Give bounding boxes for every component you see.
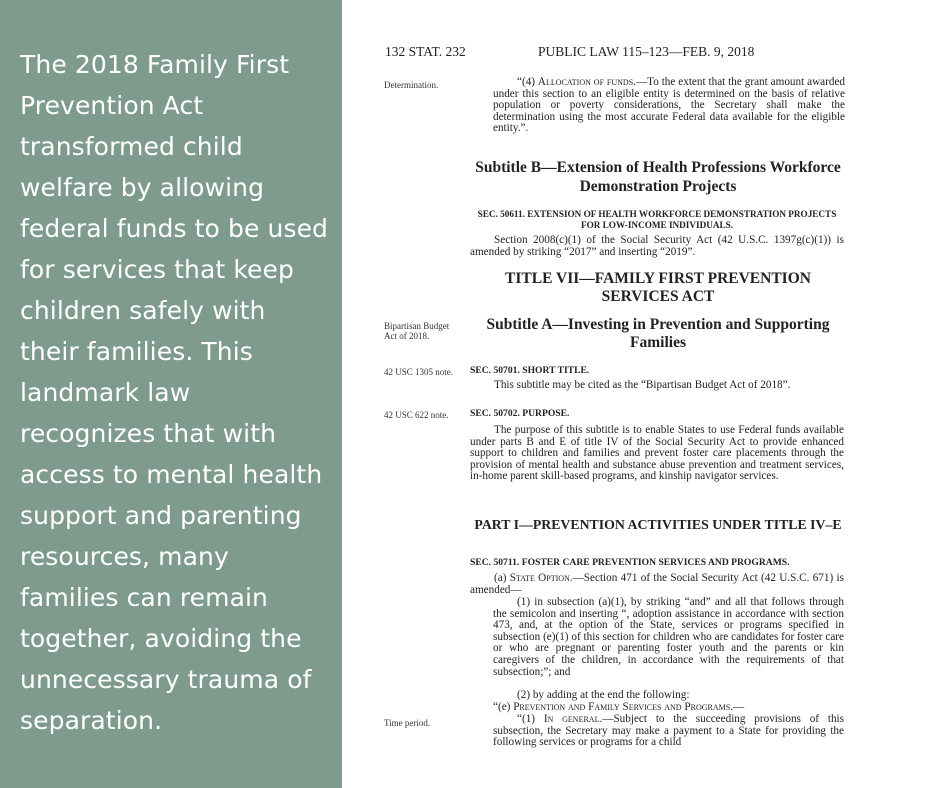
- law-document-page: [342, 0, 940, 788]
- sec-50611-text: Section 2008(c)(1) of the Social Security Act (42 U.S.C. 1397g(c)(1)) is amended by striking “2017” and inserting “2019”.: [470, 234, 844, 258]
- margin-note-time-period: Time period.: [384, 718, 431, 728]
- sec-50711-e: [493, 702, 844, 714]
- allocation-paragraph: [493, 77, 845, 135]
- state-option-heading: State Option.: [509, 572, 573, 584]
- allocation-open: “(4): [517, 76, 538, 88]
- sec-50711-e1-text: —Subject to the succeeding provisions of this subsection, the Secretary may make a payment to a State for providing the following services or programs for a child: [493, 713, 844, 749]
- caption-panel: [0, 0, 342, 788]
- sec-50702-text: The purpose of this subtitle is to enable States to use Federal funds available under parts B and E of title IV of the Social Security Act to provide enhanced support to children and families and prevent foster care placements through the provision of mental health and substance abuse prevention and treatment services, in-home parent skill-based programs, and kinship navigator services.: [470, 424, 844, 483]
- subtitle-b-heading: Subtitle B—Extension of Health Professions Workforce Demonstration Projects: [475, 159, 841, 195]
- margin-note-usc-622: 42 USC 622 note.: [384, 410, 449, 420]
- prevention-services-heading: Prevention and Family Services and Programs.: [513, 701, 733, 713]
- sec-50711-a: [470, 573, 844, 596]
- sec-50702-title: SEC. 50702. PURPOSE.: [470, 408, 570, 419]
- allocation-heading: Allocation of funds.: [537, 76, 636, 88]
- sec-50701-title: SEC. 50701. SHORT TITLE.: [470, 365, 590, 376]
- part-i-heading: PART I—PREVENTION ACTIVITIES UNDER TITLE IV–E: [474, 517, 842, 532]
- sec-50711-item-1: (1) in subsection (a)(1), by striking “and” and all that follows through the semicolon and inserting “, adoption assistance in accordance with section 473, and, at the option of the State, services or programs specified in subsection (e)(1) of this section for children who are candidates for foster care or who are pregnant or parenting foster youth and the parents or kin caregivers of the children, in accordance with the requirements of that subsection;”; and: [493, 596, 844, 678]
- margin-note-usc-1305: 42 USC 1305 note.: [384, 367, 454, 377]
- sec-50611-title: SEC. 50611. EXTENSION OF HEALTH WORKFORCE DEMONSTRATION PROJECTS FOR LOW-INCOME INDIVIDUALS.: [477, 209, 837, 230]
- allocation-text: —To the extent that the grant amount awarded under this section to an eligible entity is determined on the basis of relative population or poverty considerations, the Secretary shall make the determination using the most accurate Federal data available for the eligible entity.”.: [493, 76, 845, 135]
- law-header: PUBLIC LAW 115–123—FEB. 9, 2018: [538, 44, 755, 59]
- in-general-heading: In general.: [543, 713, 603, 725]
- sec-50711-e-text: —: [732, 701, 745, 713]
- caption-text: The 2018 Family First Prevention Act transformed child welfare by allowing federal funds to be used for services that keep children safely with their families. This landmark law recognizes that with access to mental health support and parenting resources, many families can remain together, avoiding the unnecessary trauma of separation.: [20, 50, 329, 735]
- sec-50711-e1: [493, 714, 844, 749]
- sec-50711-item-2: (2) by adding at the end the following:: [517, 689, 690, 701]
- sec-50711-e1-open: “(1): [517, 713, 544, 725]
- sec-50711-e-open: “(e): [493, 701, 514, 713]
- sec-50711-a-open: (a): [494, 572, 510, 584]
- margin-note-bipartisan: Bipartisan Budget Act of 2018.: [384, 321, 450, 341]
- page-reference: 132 STAT. 232: [385, 44, 466, 59]
- margin-note-determination: Determination.: [384, 80, 439, 90]
- sec-50711-a-text: —Section 471 of the Social Security Act (42 U.S.C. 671) is amended—: [470, 572, 844, 596]
- sec-50701-text: This subtitle may be cited as the “Bipartisan Budget Act of 2018”.: [494, 379, 791, 391]
- subtitle-a-heading: Subtitle A—Investing in Prevention and Supporting Families: [486, 316, 830, 351]
- sec-50711-title: SEC. 50711. FOSTER CARE PREVENTION SERVICES AND PROGRAMS.: [470, 557, 790, 568]
- title-vii-heading: TITLE VII—FAMILY FIRST PREVENTION SERVICES ACT: [505, 270, 811, 305]
